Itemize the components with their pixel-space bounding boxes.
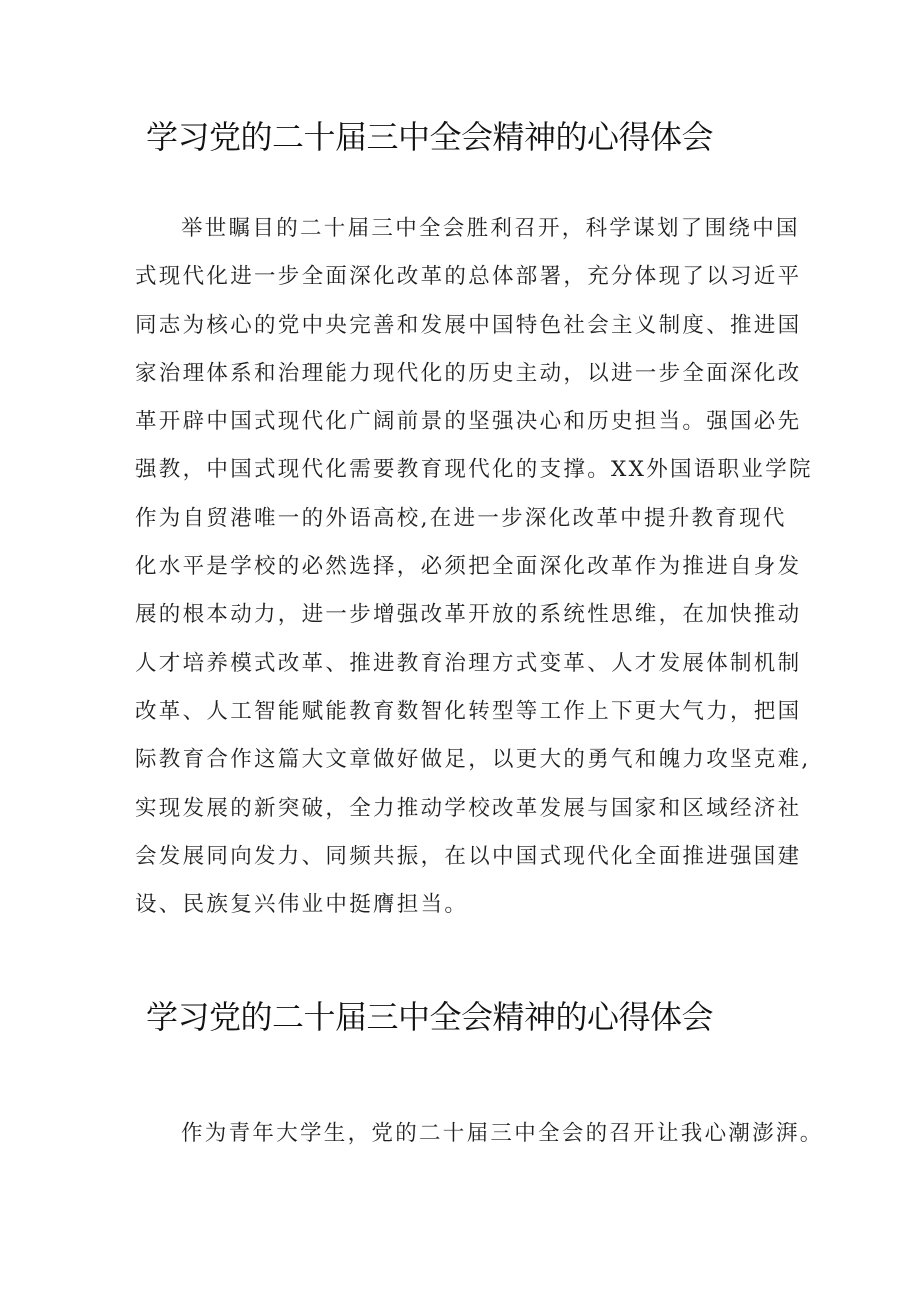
article-1-line: 强教，中国式现代化需要教育现代化的支撑。XX外国语职业学院 <box>135 457 813 483</box>
article-1-line: 改革、人工智能赋能教育数智化转型等工作上下更大气力，把国 <box>135 698 802 724</box>
article-1-line: 人才培养模式改革、推进教育治理方式变革、人才发展体制机制 <box>135 650 802 676</box>
article-1-body <box>135 205 813 929</box>
article-1-line: 举世瞩目的二十届三中全会胜利召开，科学谋划了围绕中国 <box>181 216 800 241</box>
article-1-line: 式现代化进一步全面深化改革的总体部署，充分体现了以习近平 <box>135 264 802 290</box>
article-2-first-line: 作为青年大学生，党的二十届三中全会的召开让我心潮澎湃。 <box>181 1121 824 1146</box>
article-1-line: 化水平是学校的必然选择，必须把全面深化改革作为推进自身发 <box>135 554 802 580</box>
article-1-line: 革开辟中国式现代化广阔前景的坚强决心和历史担当。强国必先 <box>135 409 802 435</box>
article-1-line: 展的根本动力，进一步增强改革开放的系统性思维，在加快推动 <box>135 602 802 628</box>
article-1-line: 作为自贸港唯一的外语高校,在进一步深化改革中提升教育现代 <box>135 505 787 531</box>
article-1-title: 学习党的二十届三中全会精神的心得体会 <box>146 118 714 156</box>
article-1-line: 实现发展的新突破，全力推动学校改革发展与国家和区域经济社 <box>135 795 802 821</box>
article-1-line: 际教育合作这篇大文章做好做足，以更大的勇气和魄力攻坚克难, <box>135 747 811 773</box>
article-1-line: 同志为核心的党中央完善和发展中国特色社会主义制度、推进国 <box>135 312 802 338</box>
article-1-line: 设、民族复兴伟业中挺膺担当。 <box>135 892 469 918</box>
article-1-line: 家治理体系和治理能力现代化的历史主动，以进一步全面深化改 <box>135 360 802 386</box>
article-2-title: 学习党的二十届三中全会精神的心得体会 <box>146 998 714 1036</box>
article-1-line: 会发展同向发力、同频共振，在以中国式现代化全面推进强国建 <box>135 843 802 869</box>
